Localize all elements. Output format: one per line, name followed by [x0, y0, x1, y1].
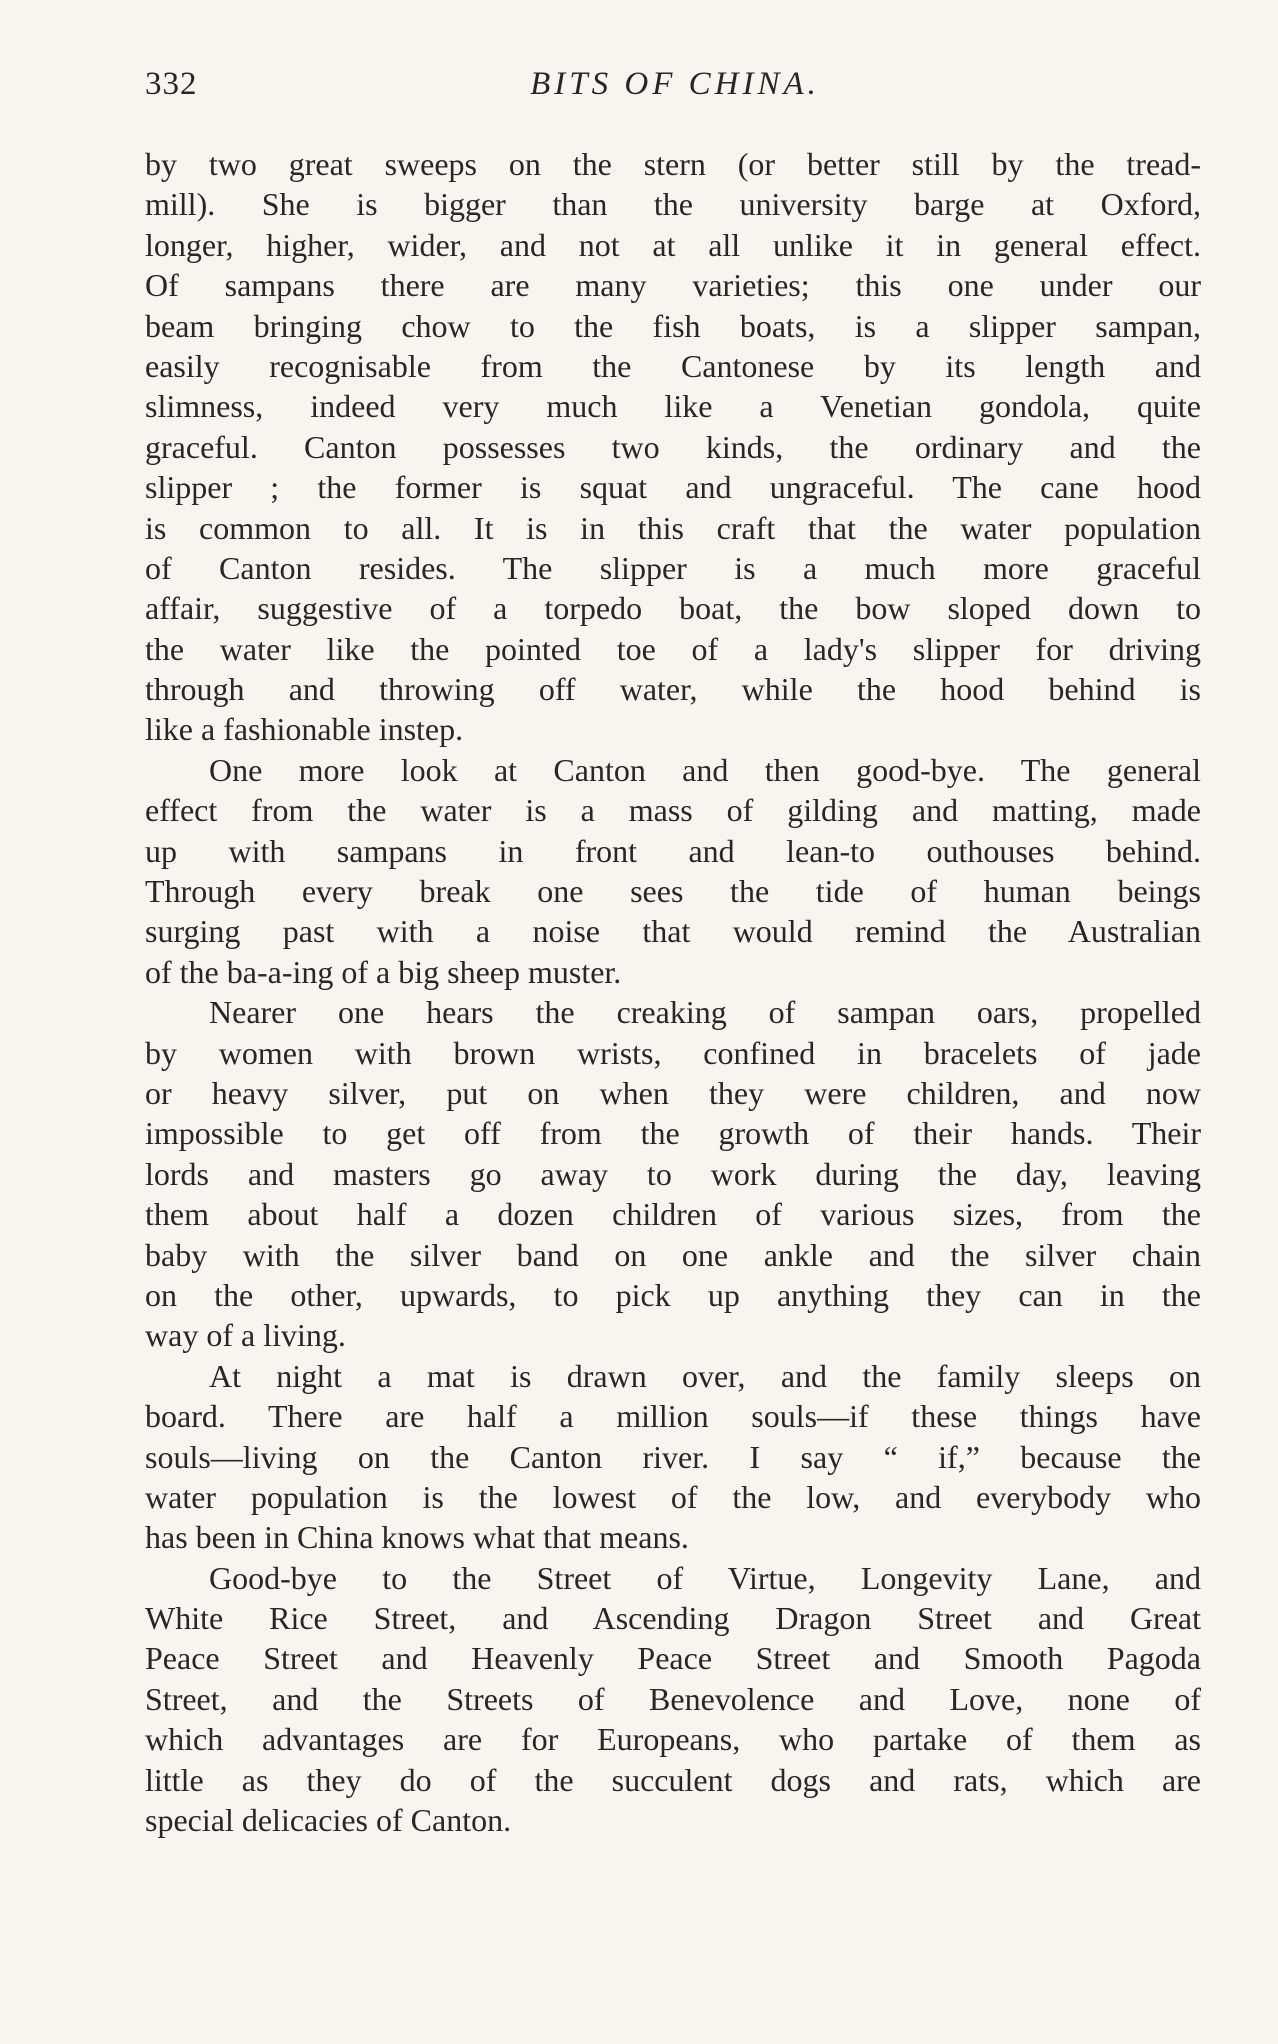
text-line: water population is the lowest of the low, and everybody who [145, 1478, 1201, 1515]
paragraph-first-line: One more look at Canton and then good-bye. The general [209, 751, 1201, 788]
text-line: longer, higher, wider, and not at all unlike it in general effect. [145, 226, 1201, 263]
text-line: mill). She is bigger than the university barge at Oxford, [145, 186, 1201, 223]
text-line: through and throwing off water, while the hood behind is [145, 671, 1201, 708]
text-line: baby with the silver band on one ankle and the silver chain [145, 1236, 1201, 1273]
text-line: the water like the pointed toe of a lady's slipper for driving [145, 630, 1201, 667]
paragraph-last-line: has been in China knows what that means. [145, 1519, 689, 1556]
text-line: of Canton resides. The slipper is a much more graceful [145, 549, 1201, 586]
text-line: affair, suggestive of a torpedo boat, the bow sloped down to [145, 590, 1201, 627]
paragraph-first-line: Nearer one hears the creaking of sampan oars, propelled [209, 994, 1201, 1031]
paragraph-first-line: Good-bye to the Street of Virtue, Longevity Lane, and [209, 1559, 1201, 1596]
running-head [145, 66, 1205, 110]
text-line: slimness, indeed very much like a Venetian gondola, quite [145, 388, 1201, 425]
paragraph-first-line: At night a mat is drawn over, and the family sleeps on [209, 1357, 1201, 1394]
text-line: easily recognisable from the Cantonese by its length and [145, 347, 1201, 384]
page-number: 332 [145, 66, 198, 102]
text-line: Through every break one sees the tide of human beings [145, 873, 1201, 910]
text-line: by women with brown wrists, confined in bracelets of jade [145, 1034, 1201, 1071]
text-line: board. There are half a million souls—if these things have [145, 1398, 1201, 1435]
text-line: White Rice Street, and Ascending Dragon Street and Great [145, 1600, 1201, 1637]
text-line: by two great sweeps on the stern (or better still by the tread- [145, 146, 1201, 182]
text-line: or heavy silver, put on when they were children, and now [145, 1074, 1201, 1111]
text-line: Street, and the Streets of Benevolence and Love, none of [145, 1680, 1201, 1717]
text-line: them about half a dozen children of various sizes, from the [145, 1196, 1201, 1233]
text-line: surging past with a noise that would remind the Australian [145, 913, 1201, 950]
body-text [145, 144, 1201, 1840]
text-line: which advantages are for Europeans, who partake of them as [145, 1721, 1201, 1758]
text-line: little as they do of the succulent dogs and rats, which are [145, 1761, 1201, 1798]
text-line: graceful. Canton possesses two kinds, the ordinary and the [145, 428, 1201, 465]
text-line: souls—living on the Canton river. I say “ if,” because the [145, 1438, 1201, 1475]
text-line: slipper ; the former is squat and ungraceful. The cane hood [145, 469, 1201, 506]
paragraph-last-line: way of a living. [145, 1317, 346, 1354]
text-line: beam bringing chow to the fish boats, is a slipper sampan, [145, 307, 1201, 344]
paragraph-last-line: of the ba-a-ing of a big sheep muster. [145, 953, 622, 990]
running-title: BITS OF CHINA. [530, 66, 820, 102]
text-line: impossible to get off from the growth of their hands. Their [145, 1115, 1201, 1152]
text-line: is common to all. It is in this craft that the water population [145, 509, 1201, 546]
text-line: lords and masters go away to work during the day, leaving [145, 1155, 1201, 1192]
paragraph-last-line: special delicacies of Canton. [145, 1802, 512, 1839]
paragraph-last-line: like a fashionable instep. [145, 711, 464, 748]
text-line: up with sampans in front and lean-to outhouses behind. [145, 832, 1201, 869]
text-line: on the other, upwards, to pick up anything they can in the [145, 1276, 1201, 1313]
text-line: Peace Street and Heavenly Peace Street and Smooth Pagoda [145, 1640, 1201, 1677]
text-line: effect from the water is a mass of gilding and matting, made [145, 792, 1201, 829]
text-line: Of sampans there are many varieties; this one under our [145, 267, 1201, 304]
